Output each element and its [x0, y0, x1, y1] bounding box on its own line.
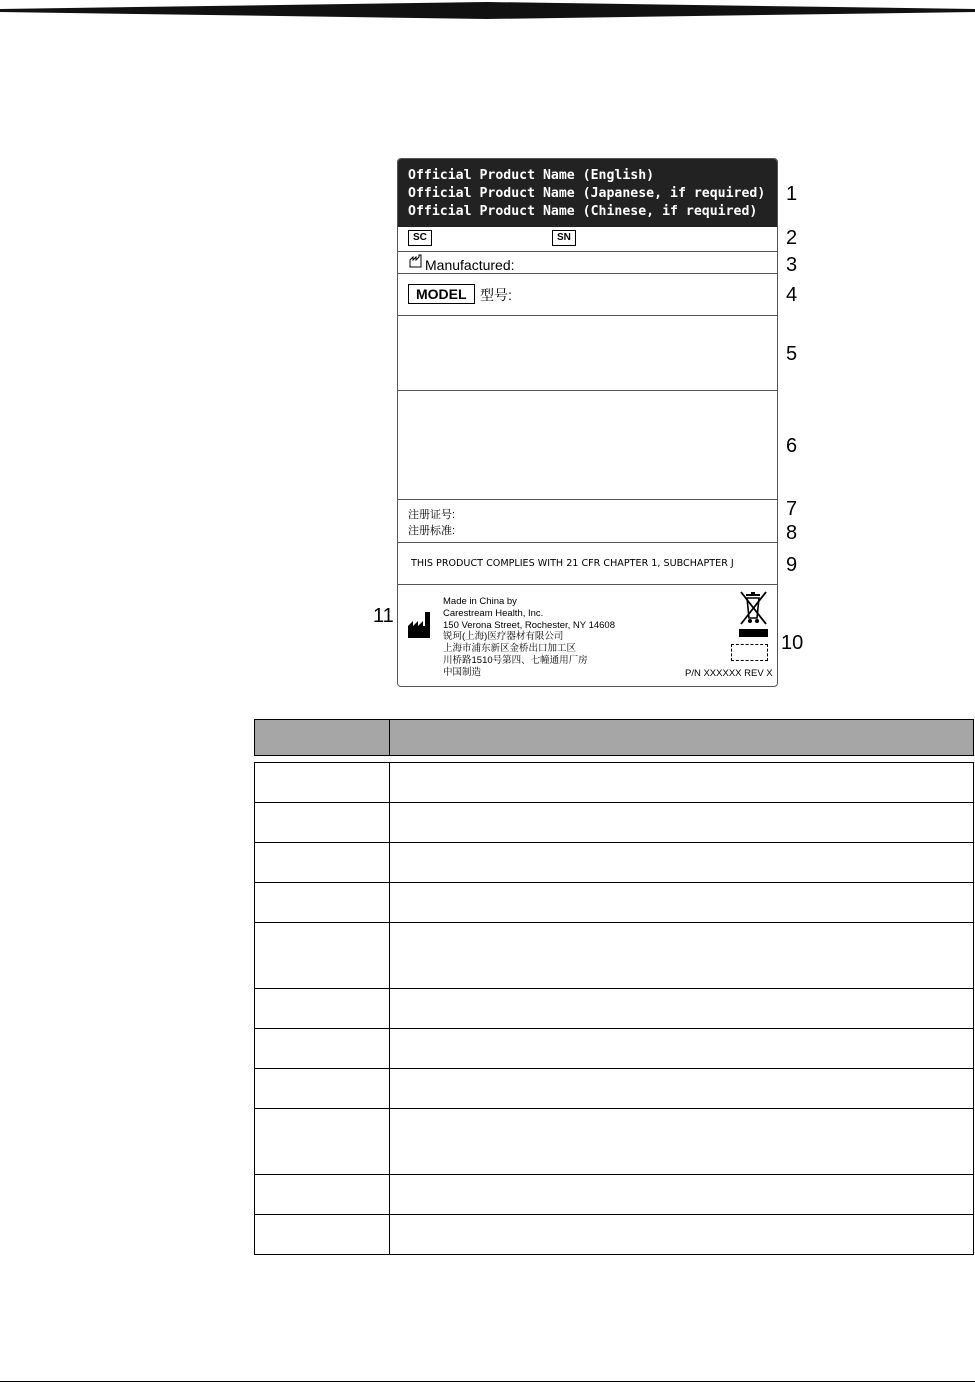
manufacturer-line: Carestream Health, Inc.: [443, 607, 544, 619]
table-row: [255, 843, 974, 883]
table-row: [255, 883, 974, 923]
table-row: [255, 923, 974, 989]
table-cell: [255, 989, 390, 1029]
callout-7: 7: [786, 498, 798, 520]
table-cell: [390, 1215, 974, 1255]
weee-crossed-bin-icon: [738, 590, 770, 626]
manufacturer-line: Made in China by: [443, 596, 517, 607]
model-tag: MODEL: [408, 284, 475, 304]
table-cell: [255, 1175, 390, 1215]
callout-2: 2: [786, 227, 798, 249]
compliance-section: [398, 543, 777, 585]
table-cell: [390, 883, 974, 923]
table-cell: [255, 1215, 390, 1255]
sn-tag: SN: [552, 230, 576, 246]
table-cell: [390, 989, 974, 1029]
manufacturer-line: 150 Verona Street, Rochester, NY 14608: [443, 619, 615, 631]
table-cell: [255, 923, 390, 989]
callout-10: 10: [781, 632, 804, 654]
product-names-section: [398, 159, 777, 227]
table-cell: [390, 843, 974, 883]
table-row: [255, 989, 974, 1029]
table-cell: [255, 883, 390, 923]
table-row: [255, 1029, 974, 1069]
dashed-placeholder-box: [731, 644, 768, 661]
manufacturer-line: 锐珂(上海)医疗器材有限公司: [443, 631, 564, 643]
manufacturer-line: 川桥路1510号第四、七幢通用厂房: [443, 654, 588, 666]
manufacturer-line: 中国制造: [443, 666, 482, 678]
table-header-cell: [390, 720, 974, 756]
registration-cert-label: 注册证号:: [408, 509, 456, 521]
table-header-cell: [255, 720, 390, 756]
callout-8: 8: [786, 522, 798, 544]
manufacturer-icon: [408, 612, 432, 638]
manufacturer-section: [398, 585, 777, 687]
table-cell: [390, 1029, 974, 1069]
registration-standard-label: 注册标准:: [408, 525, 456, 537]
label-area-6: [398, 391, 777, 500]
label-area-5: [398, 316, 777, 391]
callout-4: 4: [786, 284, 798, 306]
compliance-statement: THIS PRODUCT COMPLIES WITH 21 CFR CHAPTER 1, SUBCHAPTER J: [411, 558, 734, 569]
table-row: [255, 1175, 974, 1215]
table-header-row: [255, 720, 974, 756]
callout-5: 5: [786, 343, 798, 365]
table-cell: [255, 803, 390, 843]
table-row: [255, 763, 974, 803]
product-name-chinese: Official Product Name (Chinese, if required): [408, 204, 758, 219]
sc-sn-section: [398, 227, 777, 252]
footer-rule: [0, 1381, 975, 1382]
manufacturer-line: 上海市浦东新区金桥出口加工区: [443, 643, 577, 655]
table-cell: [255, 1029, 390, 1069]
table-row: [255, 803, 974, 843]
product-name-japanese: Official Product Name (Japanese, if required): [408, 186, 766, 201]
table-spacer: [255, 756, 974, 763]
table-cell: [390, 1069, 974, 1109]
table-cell: [390, 803, 974, 843]
callout-3: 3: [786, 254, 798, 276]
legend-table: [254, 719, 974, 1255]
header-rule: [0, 0, 975, 22]
table-cell: [390, 1109, 974, 1175]
table-cell: [255, 1069, 390, 1109]
table-cell: [255, 763, 390, 803]
table-row: [255, 1069, 974, 1109]
model-chinese-label: 型号:: [480, 287, 512, 303]
table-cell: [390, 763, 974, 803]
table-cell: [390, 1175, 974, 1215]
manufactured-label: Manufactured:: [425, 257, 515, 273]
weee-bar: [739, 629, 768, 637]
manufactured-section: [398, 252, 777, 274]
table-row: [255, 1109, 974, 1175]
manufacture-date-icon: [409, 254, 423, 268]
sc-tag: SC: [408, 230, 432, 246]
callout-11: 11: [373, 605, 394, 627]
product-label: [397, 158, 778, 687]
manufacturer-address: [443, 596, 615, 679]
table-cell: [255, 1109, 390, 1175]
part-number: P/N XXXXXX REV X: [685, 668, 773, 679]
callout-1: 1: [786, 183, 798, 205]
registration-section: [398, 500, 777, 543]
product-name-english: Official Product Name (English): [408, 168, 655, 183]
table-row: [255, 1215, 974, 1255]
table-cell: [255, 843, 390, 883]
callout-6: 6: [786, 435, 798, 457]
model-section: [398, 274, 777, 316]
table-cell: [390, 923, 974, 989]
callout-9: 9: [786, 554, 798, 576]
